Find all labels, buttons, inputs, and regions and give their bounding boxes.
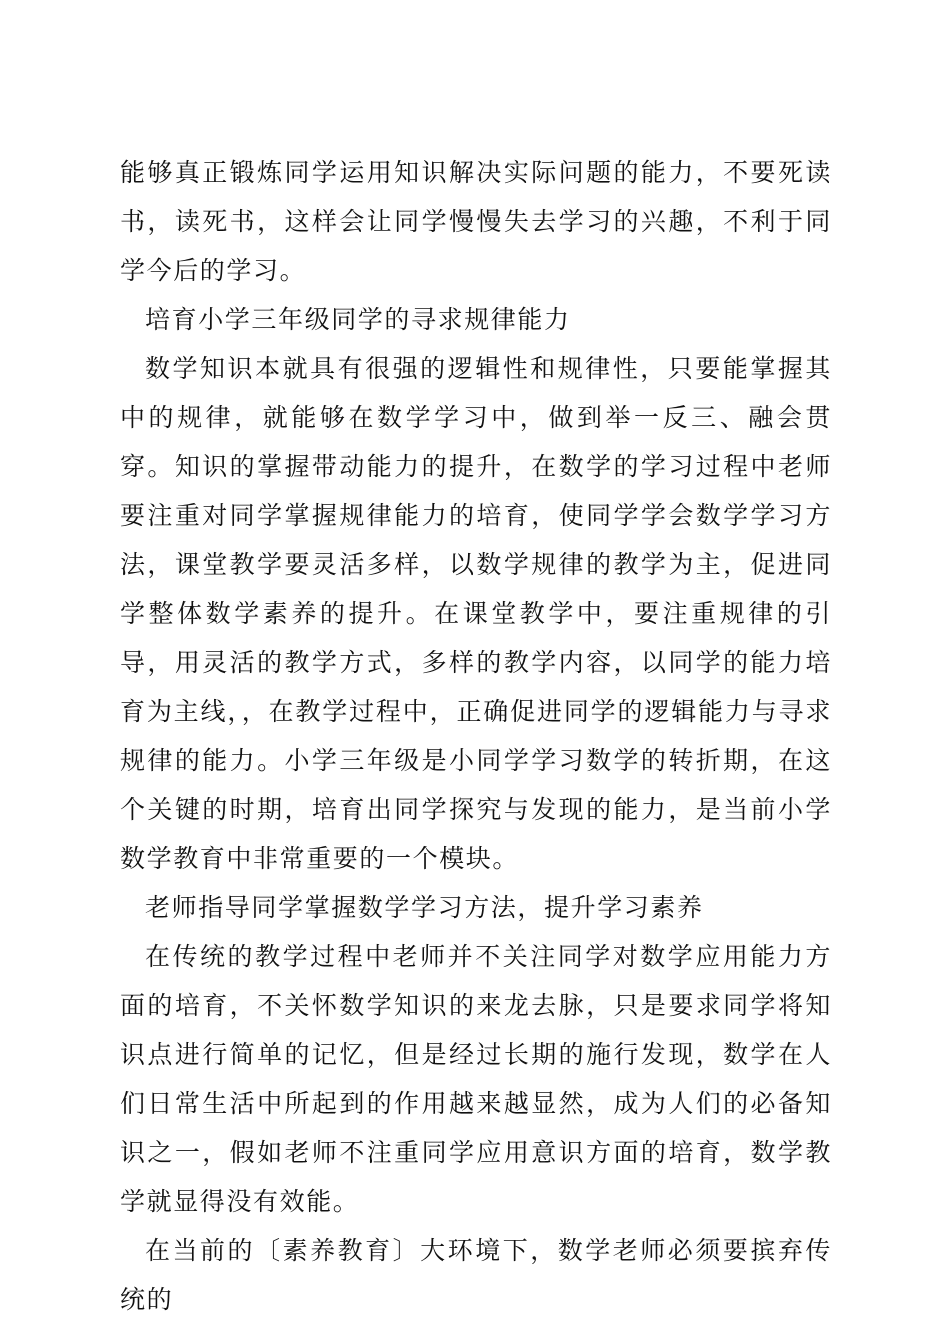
paragraph-rule-finding: 数学知识本就具有很强的逻辑性和规律性，只要能掌握其中的规律，就能够在数学学习中，做到举一反三、融会贯穿。知识的掌握带动能力的提升，在数学的学习过程中老师要注重对同学掌握规律能力的培育，使同学学会数学学习方法，课堂教学要灵活多样，以数学规律的教学为主，促进同学整体数学素养的提升。在课堂教学中，要注重规律的引导，用灵活的教学方式，多样的教学内容，以同学的能力培育为主线，，在教学过程中，正确促进同学的逻辑能力与寻求规律的能力。小学三年级是小同学学习数学的转折期，在这个关键的时期，培育出同学探究与发现的能力，是当前小学数学教育中非常重要的一个模块。	[120, 354, 832, 873]
paragraph-continuation: 能够真正锻炼同学运用知识解决实际问题的能力，不要死读书，读死书，这样会让同学慢慢失去学习的兴趣，不利于同学今后的学习。	[120, 158, 832, 285]
document-body	[120, 148, 832, 1324]
section-heading-rule-finding: 培育小学三年级同学的寻求规律能力	[145, 305, 571, 334]
section-heading-learning-methods: 老师指导同学掌握数学学习方法，提升学习素养	[145, 893, 704, 922]
paragraph-quality-education: 在当前的〔素养教育〕大环境下，数学老师必须要摈弃传统的	[120, 1236, 832, 1314]
paragraph-traditional-teaching: 在传统的教学过程中老师并不关注同学对数学应用能力方面的培育，不关怀数学知识的来龙去脉，只是要求同学将知识点进行简单的记忆，但是经过长期的施行发现，数学在人们日常生活中所起到的作用越来越显然，成为人们的必备知识之一，假如老师不注重同学应用意识方面的培育，数学教学就显得没有效能。	[120, 942, 832, 1216]
